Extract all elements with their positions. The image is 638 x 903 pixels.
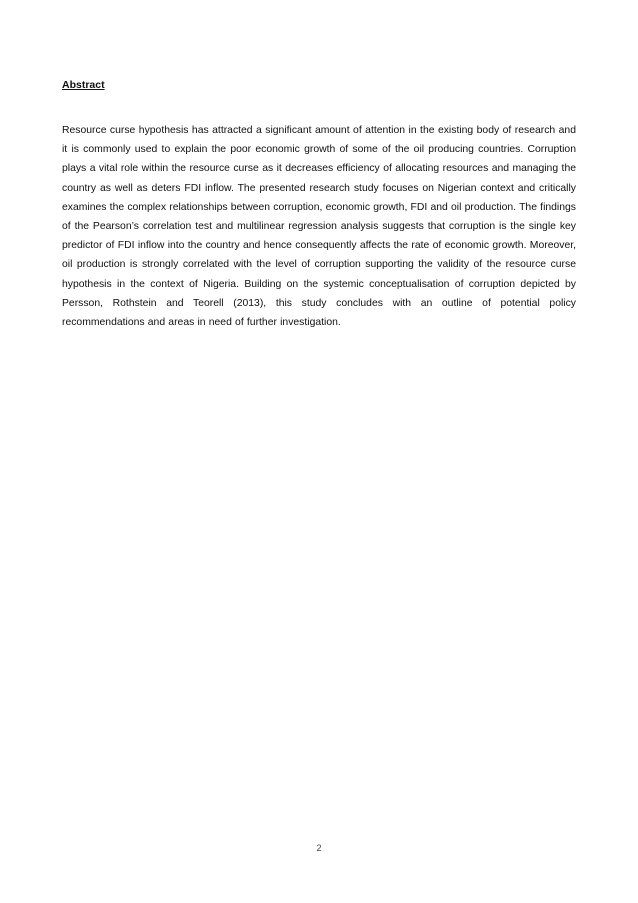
abstract-heading: Abstract: [62, 79, 105, 91]
page-number: 2: [316, 843, 322, 853]
abstract-paragraph: Resource curse hypothesis has attracted a significant amount of attention in the existing body of research and it is commonly used to explain the poor economic growth of some of the oil producing countries. Corruption plays a vital role within the resource curse as it decreases efficiency of allocating resources and managing the country as well as deters FDI inflow. The presented research study focuses on Nigerian context and critically examines the complex relationships between corruption, economic growth, FDI and oil production. The findings of the Pearson’s correlation test and multilinear regression analysis suggests that corruption is the single key predictor of FDI inflow into the country and hence consequently affects the rate of economic growth. Moreover, oil production is strongly correlated with the level of corruption supporting the validity of the resource curse hypothesis in the context of Nigeria. Building on the systemic conceptualisation of corruption depicted by Persson, Rothstein and Teorell (2013), this study concludes with an outline of potential policy recommendations and areas in need of further investigation.: [62, 125, 576, 329]
